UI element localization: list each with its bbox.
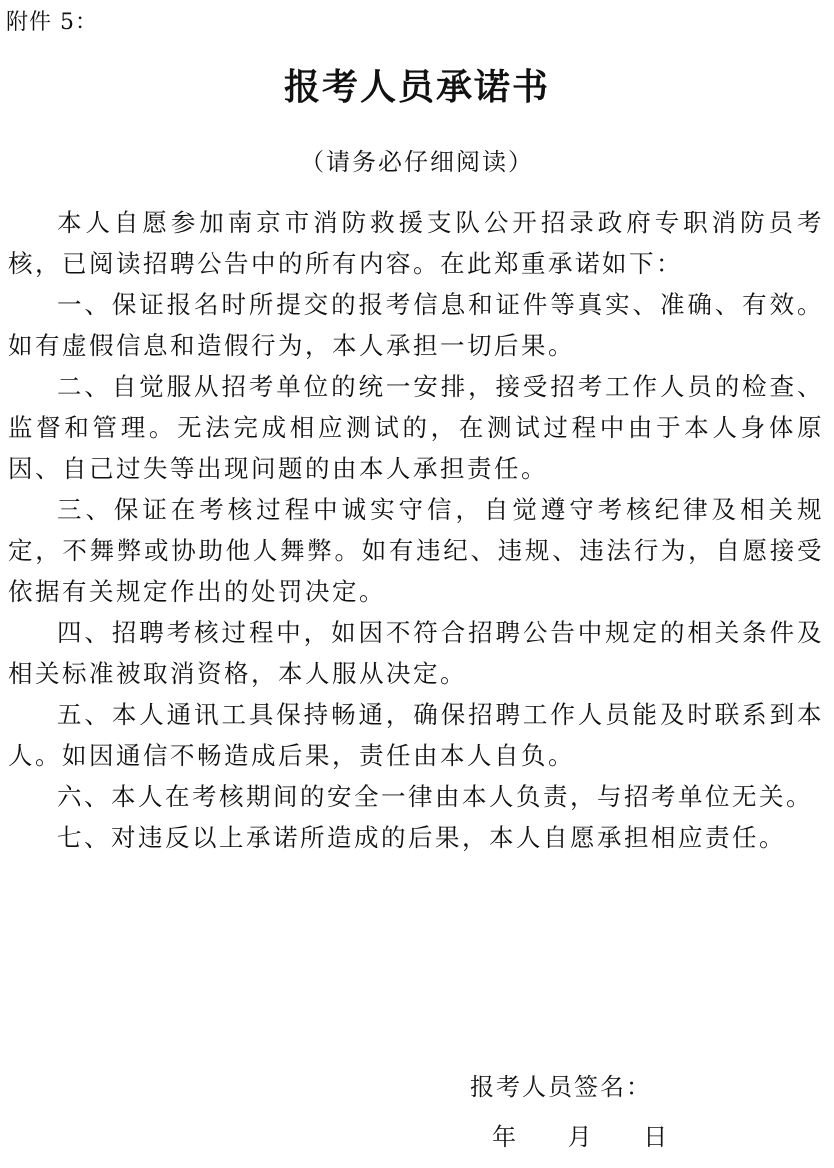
- signature-label: 报考人员签名：: [470, 1073, 652, 1101]
- date-day-label: 日: [643, 1123, 668, 1151]
- commitment-item-3: 三、保证在考核过程中诚实守信，自觉遵守考核纪律及相关规定，不舞弊或协助他人舞弊。如有违纪、违规、违法行为，自愿接受依据有关规定作出的处罚决定。: [8, 495, 824, 606]
- document-title: 报考人员承诺书: [283, 67, 550, 108]
- attachment-label: 附件 5：: [6, 10, 98, 35]
- commitment-item-1: 一、保证报名时所提交的报考信息和证件等真实、准确、有效。如有虚假信息和造假行为，本人承担一切后果。: [8, 290, 824, 360]
- intro-paragraph: 本人自愿参加南京市消防救援支队公开招录政府专职消防员考核，已阅读招聘公告中的所有内容。在此郑重承诺如下：: [8, 208, 824, 278]
- date-line: [492, 1120, 667, 1154]
- date-month-label: 月: [567, 1123, 592, 1151]
- commitment-item-7: 七、对违反以上承诺所造成的后果，本人自愿承担相应责任。: [57, 823, 786, 852]
- date-year-label: 年: [492, 1123, 516, 1151]
- commitment-item-6: 六、本人在考核期间的安全一律由本人负责，与招考单位无关。: [57, 782, 813, 811]
- commitment-item-2: 二、自觉服从招考单位的统一安排，接受招考工作人员的检查、监督和管理。无法完成相应测试的，在测试过程中由于本人身体原因、自己过失等出现问题的由本人承担责任。: [8, 372, 824, 483]
- commitment-item-4: 四、招聘考核过程中，如因不符合招聘公告中规定的相关条件及相关标准被取消资格，本人服从决定。: [8, 618, 824, 688]
- commitment-body: [8, 202, 824, 858]
- commitment-item-5: 五、本人通讯工具保持畅通，确保招聘工作人员能及时联系到本人。如因通信不畅造成后果，责任由本人自负。: [8, 700, 824, 770]
- document-subtitle: （请务必仔细阅读）: [300, 148, 534, 176]
